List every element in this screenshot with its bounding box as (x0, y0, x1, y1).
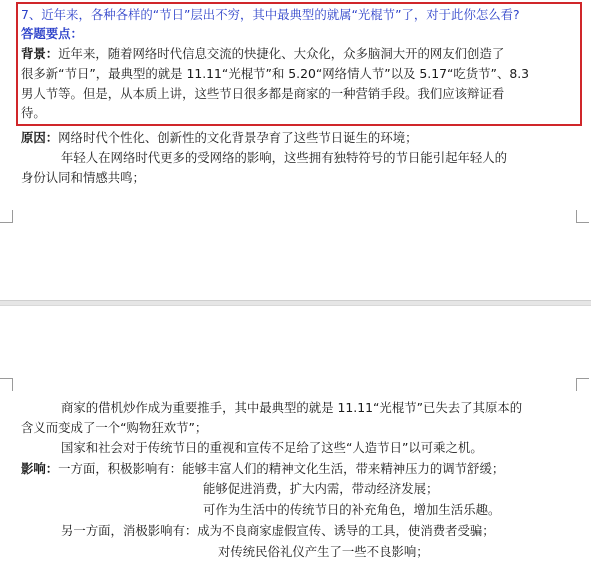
background-label: 背景： (21, 46, 59, 61)
background-line-4: 待。 (21, 105, 46, 120)
reason-line-5: 含义而变成了一个“购物狂欢节”； (21, 420, 208, 435)
impact-positive-2: 能够促进消费，扩大内需，带动经济发展； (203, 481, 439, 496)
reason-line-6: 国家和社会对于传统节日的重视和宣传不足给了这些“人造节日”以可乘之机。 (61, 440, 483, 455)
reason-line-2: 年轻人在网络时代更多的受网络的影响，这些拥有独特符号的节日能引起年轻人的 (61, 150, 508, 165)
impact-negative-2: 对传统民俗礼仪产生了一些不良影响； (218, 544, 429, 559)
background-line-1 (21, 45, 504, 62)
impact-positive-1: 能够丰富人们的精神文化生活，带来精神压力的调节舒缓； (182, 461, 505, 476)
answer-points-label: 答题要点： (21, 26, 83, 41)
background-line-2: 很多新“节日”，最典型的就是 11.11“光棍节”和 5.20“网络情人节”以及 5.17“吃货节”、8.3 (21, 66, 530, 81)
impact-negative-label: 另一方面，消极影响有： (61, 523, 198, 538)
crop-mark-bottom-right (576, 378, 589, 391)
reason-line-3: 身份认同和情感共鸣； (21, 170, 145, 185)
impact-line-negative (61, 522, 495, 539)
background-text-1: 近年来，随着网络时代信息交流的快捷化、大众化，众多脑洞大开的网友们创造了 (58, 46, 505, 61)
crop-mark-bottom-left (0, 378, 13, 391)
impact-label: 影响： (21, 461, 59, 476)
question-title: 7、近年来，各种各样的“节日”层出不穷，其中最典型的就属“光棍节”了，对于此你怎么看? (21, 7, 520, 22)
impact-line-1 (21, 460, 504, 477)
background-line-3: 男人节等。但是，从本质上讲，这些节日很多都是商家的一种营销手段。我们应该辩证看 (21, 86, 505, 101)
reason-line-4: 商家的借机炒作成为重要推手，其中最典型的就是 11.11“光棍节”已失去了其原本的 (61, 400, 523, 415)
reason-text-1: 网络时代个性化、创新性的文化背景孕育了这些节日诞生的环境； (58, 130, 418, 145)
reason-label: 原因： (21, 130, 59, 145)
impact-positive-3: 可作为生活中的传统节日的补充角色，增加生活乐趣。 (203, 502, 501, 517)
crop-mark-top-left (0, 210, 13, 223)
crop-mark-top-right (576, 210, 589, 223)
reason-line-1 (21, 129, 418, 146)
impact-negative-1: 成为不良商家虚假宣传、诱导的工具，使消费者受骗； (197, 523, 495, 538)
impact-positive-label: 一方面，积极影响有： (58, 461, 183, 476)
